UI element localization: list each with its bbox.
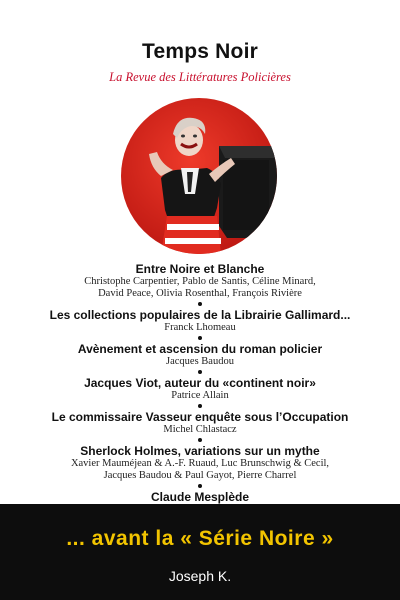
entry-authors: Franck Lhomeau: [164, 322, 236, 333]
table-of-contents: [0, 262, 400, 504]
contents-entry: [0, 410, 400, 436]
contents-entry: [0, 376, 400, 402]
entry-authors: Xavier Mauméjean & A.-F. Ruaud, Luc Brunschwig & Cecil,: [70, 458, 330, 469]
separator-dot: [198, 336, 202, 340]
entry-authors: Patrice Allain: [171, 390, 229, 401]
entry-authors: Michel Chlastacz: [163, 424, 237, 435]
band-title: ... avant la « Série Noire »: [66, 527, 334, 550]
entry-title: Sherlock Holmes, variations sur un mythe: [80, 444, 320, 458]
entry-authors: David Peace, Olivia Rosenthal, François Rivière: [98, 288, 302, 299]
entry-authors: Jacques Baudou: [166, 356, 234, 367]
band-author: Joseph K.: [168, 568, 232, 584]
entry-title: Entre Noire et Blanche: [135, 262, 265, 276]
separator-dot: [198, 370, 202, 374]
entry-title: Le commissaire Vasseur enquête sous l’Occupation: [51, 410, 349, 424]
magazine-title: Temps Noir: [142, 40, 258, 63]
contents-entry: [0, 262, 400, 300]
entry-title: Jacques Viot, auteur du «continent noir»: [84, 376, 316, 390]
entry-authors: Jacques Baudou & Paul Gayot, Pierre Charrel: [103, 470, 297, 481]
contents-entry: [0, 444, 400, 482]
entry-title: Les collections populaires de la Librairie Gallimard...: [49, 308, 351, 322]
magazine-subtitle: La Revue des Littératures Policières: [109, 70, 291, 84]
separator-dot: [198, 484, 202, 488]
contents-entry: [0, 490, 400, 504]
entry-authors: Christophe Carpentier, Pablo de Santis, Céline Minard,: [84, 276, 316, 287]
bottom-band: [0, 504, 400, 600]
entry-title: Claude Mesplède: [150, 490, 250, 504]
entry-title: Avènement et ascension du roman policier: [77, 342, 323, 356]
contents-entry: [0, 342, 400, 368]
woman-at-typewriter-photo: [121, 98, 277, 254]
separator-dot: [198, 438, 202, 442]
contents-entry: [0, 308, 400, 334]
separator-dot: [198, 404, 202, 408]
separator-dot: [198, 302, 202, 306]
cover-photo: [121, 98, 277, 254]
